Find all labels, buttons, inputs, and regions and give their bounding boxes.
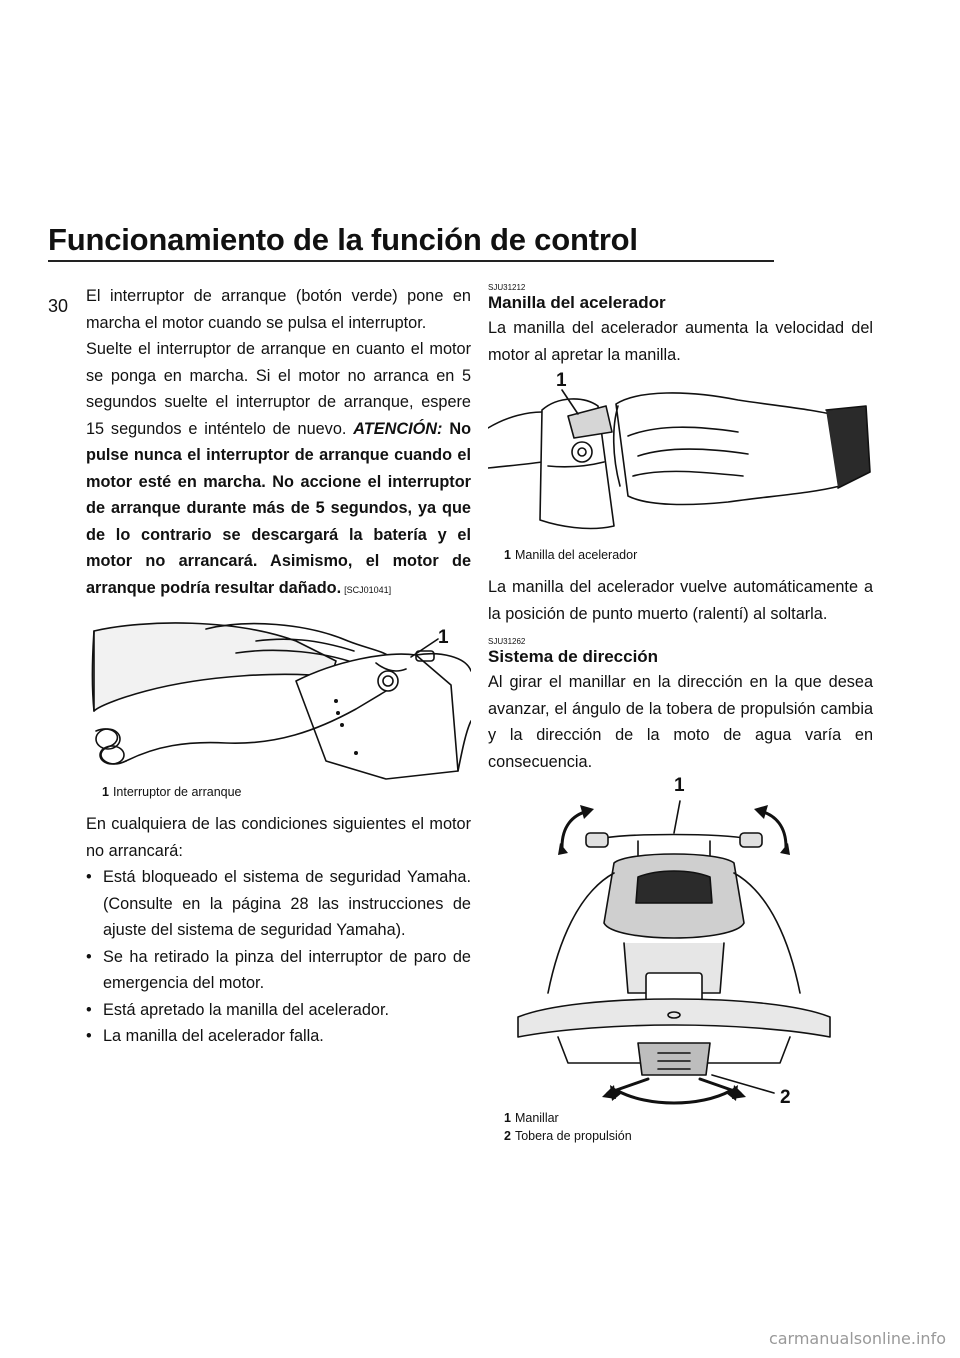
site-watermark: carmanualsonline.info <box>768 1329 946 1348</box>
list-item: • Está apretado la manilla del acelerador. <box>86 997 471 1024</box>
start-switch-caption <box>86 783 471 801</box>
nozzle-callout: 2 <box>780 1087 791 1108</box>
title-rule <box>48 260 774 262</box>
start-switch-figure <box>86 611 471 801</box>
throttle-figure <box>488 370 873 564</box>
steering-caption-1 <box>488 1109 873 1127</box>
caption-text: Manillar <box>514 1111 559 1125</box>
throttle-caption <box>488 546 873 564</box>
caption-number: 1 <box>504 548 511 562</box>
page-title: Funcionamiento de la función de control <box>48 222 638 257</box>
left-column <box>86 283 471 1050</box>
steering-paragraph: Al girar el manillar en la dirección en la que desea avanzar, el ángulo de la tobera de propulsión cambia y la dirección de la moto de agua varía en consecuencia. <box>488 673 873 771</box>
conditions-list <box>86 864 471 1050</box>
throttle-illustration <box>488 376 873 546</box>
throttle-callout: 1 <box>556 370 567 391</box>
release-switch-paragraph <box>86 336 471 603</box>
section-heading-throttle: Manilla del acelerador <box>488 293 666 312</box>
attention-label: ATENCIÓN: <box>353 419 443 438</box>
throttle-paragraph: La manilla del acelerador aumenta la velocidad del motor al apretar la manilla. <box>488 319 873 364</box>
section-heading-steering: Sistema de dirección <box>488 647 659 666</box>
list-item: • Está bloqueado el sistema de seguridad Yamaha. (Consulte en la página 28 las instrucciones de ajuste del sistema de seguridad Yamaha). <box>86 864 471 944</box>
caption-text: Manilla del acelerador <box>514 548 638 562</box>
start-switch-callout: 1 <box>438 627 449 648</box>
steering-figure <box>488 775 873 1145</box>
caption-text: Interruptor de arranque <box>112 785 242 799</box>
caption-number: 1 <box>504 1111 511 1125</box>
caption-number: 2 <box>504 1129 511 1143</box>
right-column <box>488 283 873 1145</box>
handlebar-callout: 1 <box>674 775 685 796</box>
attention-text: No pulse nunca el interruptor de arranque cuando el motor esté en marcha. No accione el interruptor de arranque durante más de 5 segundos, ya que de lo contrario se descargará la batería y el motor no arrancará. Asimismo, el motor de arranque podría resultar dañado. <box>86 419 472 597</box>
steering-illustration <box>488 793 873 1109</box>
attention-ref-code: [SCJ01041] <box>344 584 392 595</box>
section-code: SJU31262 <box>488 637 526 646</box>
list-item: • La manilla del acelerador falla. <box>86 1023 471 1050</box>
caption-text: Tobera de propulsión <box>514 1129 632 1143</box>
caption-number: 1 <box>102 785 109 799</box>
start-switch-illustration <box>86 611 471 783</box>
release-switch-text: Suelte el interruptor de arranque en cuanto el motor se ponga en marcha. Si el motor no arranca en 5 segundos suelte el interruptor de arranque, espere 15 segundos e inténtelo de nuevo. <box>86 340 471 438</box>
page-number: 30 <box>48 296 69 316</box>
list-item: • Se ha retirado la pinza del interruptor de paro de emergencia del motor. <box>86 944 471 997</box>
start-switch-paragraph: El interruptor de arranque (botón verde) pone en marcha el motor cuando se pulsa el interruptor. <box>86 287 471 332</box>
conditions-intro: En cualquiera de las condiciones siguientes el motor no arrancará: <box>86 815 471 860</box>
throttle-return-paragraph: La manilla del acelerador vuelve automáticamente a la posición de punto muerto (ralentí) al soltarla. <box>488 578 873 623</box>
steering-caption-2 <box>488 1127 873 1145</box>
section-code: SJU31212 <box>488 283 526 292</box>
